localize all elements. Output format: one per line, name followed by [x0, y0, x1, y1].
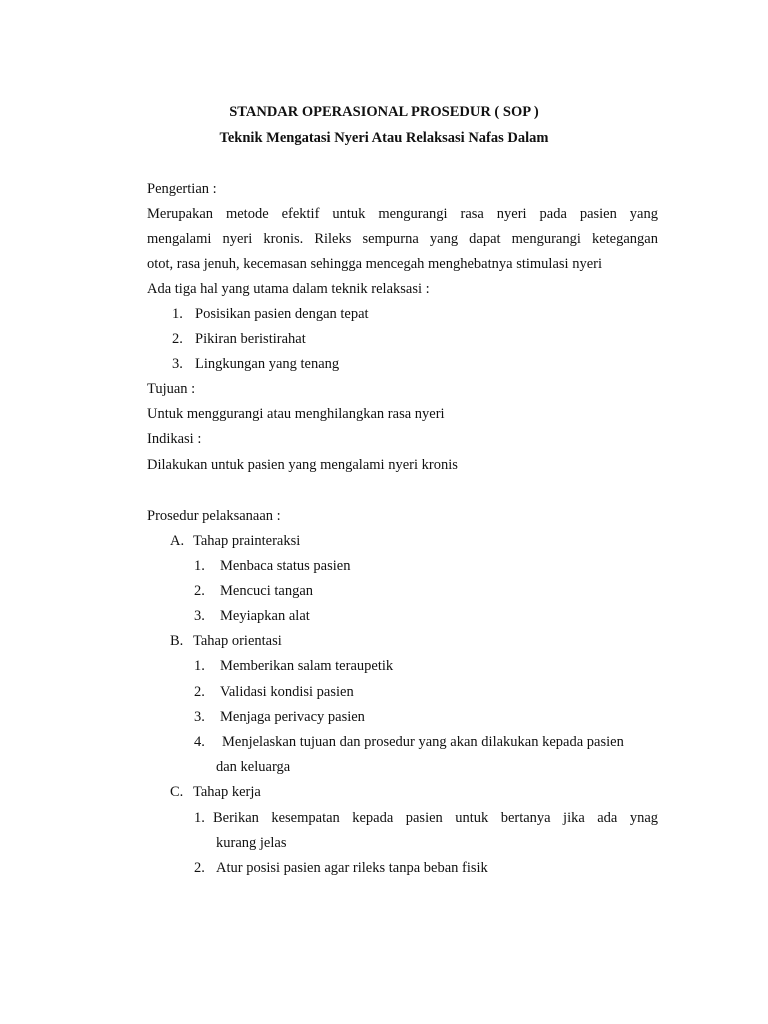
document-title: STANDAR OPERASIONAL PROSEDUR ( SOP ) — [229, 104, 539, 120]
stage-letter: A. — [170, 533, 185, 549]
stage-a-label: Tahap prainteraksi — [193, 533, 301, 549]
list-number: 1. — [194, 810, 205, 826]
list-number: 1. — [172, 306, 183, 322]
list-item: Validasi kondisi pasien — [220, 684, 354, 700]
stage-letter: B. — [170, 633, 184, 649]
list-item: Menjaga perivacy pasien — [220, 709, 365, 725]
tujuan-heading: Tujuan : — [147, 381, 196, 397]
stage-letter: C. — [170, 784, 184, 800]
indikasi-text: Dilakukan untuk pasien yang mengalami nyeri kronis — [147, 457, 458, 473]
list-item: Mencuci tangan — [220, 583, 314, 599]
list-number: 1. — [194, 658, 205, 674]
indikasi-heading: Indikasi : — [147, 431, 202, 447]
list-number: 2. — [194, 583, 205, 599]
list-number: 3. — [194, 608, 205, 624]
list-number: 3. — [172, 356, 183, 372]
list-item: Lingkungan yang tenang — [195, 356, 340, 372]
list-number: 3. — [194, 709, 205, 725]
list-item: Posisikan pasien dengan tepat — [195, 306, 369, 322]
list-item: Meyiapkan alat — [220, 608, 310, 624]
list-number: 2. — [172, 331, 183, 347]
tujuan-text: Untuk menggurangi atau menghilangkan rasa nyeri — [147, 406, 445, 422]
pengertian-heading: Pengertian : — [147, 181, 217, 197]
list-number: 2. — [194, 684, 205, 700]
list-number: 2. — [194, 860, 205, 876]
list-item: Memberikan salam teraupetik — [220, 658, 394, 674]
list-item: Berikan kesempatan kepada pasien untuk bertanya jika ada ynag — [213, 810, 658, 826]
list-item: Pikiran beristirahat — [195, 331, 306, 347]
list-item-continuation: kurang jelas — [216, 835, 287, 851]
pengertian-line-3: otot, rasa jenuh, kecemasan sehingga mencegah menghebatnya stimulasi nyeri — [147, 256, 602, 272]
stage-b-label: Tahap orientasi — [193, 633, 282, 649]
pengertian-line-2: mengalami nyeri kronis. Rileks sempurna yang dapat mengurangi ketegangan — [147, 231, 658, 247]
list-item-continuation: dan keluarga — [216, 759, 291, 775]
prosedur-heading: Prosedur pelaksanaan : — [147, 508, 281, 524]
pengertian-line-1: Merupakan metode efektif untuk mengurangi rasa nyeri pada pasien yang — [147, 206, 658, 222]
document-subtitle: Teknik Mengatasi Nyeri Atau Relaksasi Nafas Dalam — [219, 130, 549, 146]
list-item: Menbaca status pasien — [220, 558, 351, 574]
list-number: 4. — [194, 734, 205, 750]
list-number: 1. — [194, 558, 205, 574]
list-item: Atur posisi pasien agar rileks tanpa beban fisik — [216, 860, 488, 876]
stage-c-label: Tahap kerja — [193, 784, 261, 800]
list-item: Menjelaskan tujuan dan prosedur yang akan dilakukan kepada pasien — [222, 734, 624, 750]
relaksasi-intro: Ada tiga hal yang utama dalam teknik relaksasi : — [147, 281, 430, 297]
